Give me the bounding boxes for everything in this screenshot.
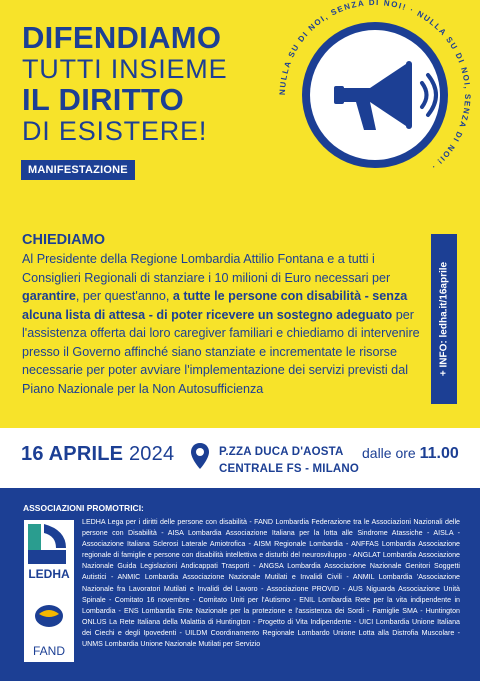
event-time: dalle ore 11.00 xyxy=(362,445,459,462)
ledha-logo-text: LEDHA xyxy=(28,567,70,581)
event-type-badge: MANIFESTAZIONE xyxy=(21,160,135,180)
headline-line-3: IL DIRITTO xyxy=(22,82,185,117)
associations-title: ASSOCIAZIONI PROMOTRICI: xyxy=(23,503,144,513)
headline xyxy=(22,22,227,146)
associations-list: LEDHA Lega per i diritti delle persone con disabilità - FAND Lombardia Federazione tra le Associazioni Nazionali delle persone con Disabilità - AISA Lombardia Associazione Italiana per la lotta alle Sindrome Atassiche - AISLA - Associazione Italiana Sclerosi Laterale Amiotrofica - AISM Regionale Lombardia - ANFFAS Lombardia Associazione regionale di famiglie e persone con disabilità intellettiva e disturbi del neurosviluppo - ANGLAT Lombardia Associazione Nazionale Guida Legislazioni Andicappati Trasporti - ANGSA Lombardia Associazione Nazionale Genitori Soggetti Autistici - ANMIC Lombardia Associazione Nazionale Mutilati e Invalidi Civili - ANMIL Lombardia 'Associazione Nazionale fra Lavoratori Mutilati e Invalidi del Lavoro - Associazione PROVID - AUS Niguarda Associazione Unità Spinale - Comitato 16 novembre - Comitato Uniti per l'Autismo - ENIL Lombardia Rete per la vita indipendente in Lombardia - ENS Lombardia Ente Nazionale per la protezione e l'assistenza dei Sordi - Famiglie SMA - Huntington ONLUS La Rete Italiana della Malattia di Huntington - Progetto di Vita Indipendente - UICI Lombardia Unione Italiana dei Ciechi e degli Ipovedenti - UILDM Coordinamento Regionale Lombardo Unione Lotta alla Distrofia Muscolare - UNMS Lombardia Unione Nazionale Mutilati per Servizio xyxy=(82,518,460,649)
ledha-logo xyxy=(28,524,70,581)
request-text: Al Presidente della Regione Lombardia Attilio Fontana e a tutti i Consiglieri Regionali di stanziare i 10 milioni di Euro necessari per garantire, per quest'anno, a tutte le persone con disabilità - senza alcuna lista di attesa - di poter ricevere un sostegno adeguato per l'assistenza offerta dai loro caregiver familiari e chiediamo di intervenire presso il Governo affinché siano stanziate e incrementate le risorse necessarie per poter avviare l'implementazione dei servizi previsti dal Piano Nazionale per la Non Autosufficienza xyxy=(22,252,420,396)
location-pin-icon xyxy=(190,442,210,470)
megaphone-emblem xyxy=(270,0,480,200)
info-link-text: + INFO: ledha.it/16aprile xyxy=(438,261,450,377)
headline-line-1: DIFENDIAMO xyxy=(22,20,222,55)
address-line-2: CENTRALE FS - MILANO xyxy=(219,463,360,475)
fand-logo xyxy=(33,605,65,658)
event-date: 16 APRILE 2024 xyxy=(21,443,175,465)
fand-logo-text: FAND xyxy=(32,644,66,658)
headline-line-4: DI ESISTERE! xyxy=(22,116,208,146)
ring-slogan: NULLA SU DI NOI, SENZA DI NOI! · NULLA SU DI NOI, SENZA DI NOI! · xyxy=(277,0,473,173)
event-address xyxy=(219,444,359,478)
request-title: CHIEDIAMO xyxy=(22,232,105,248)
info-link-tab[interactable] xyxy=(431,234,457,404)
address-line-1: P.ZZA DUCA D'AOSTA xyxy=(219,446,344,458)
headline-line-2: TUTTI INSIEME xyxy=(22,54,228,84)
promoter-logos xyxy=(24,520,74,662)
